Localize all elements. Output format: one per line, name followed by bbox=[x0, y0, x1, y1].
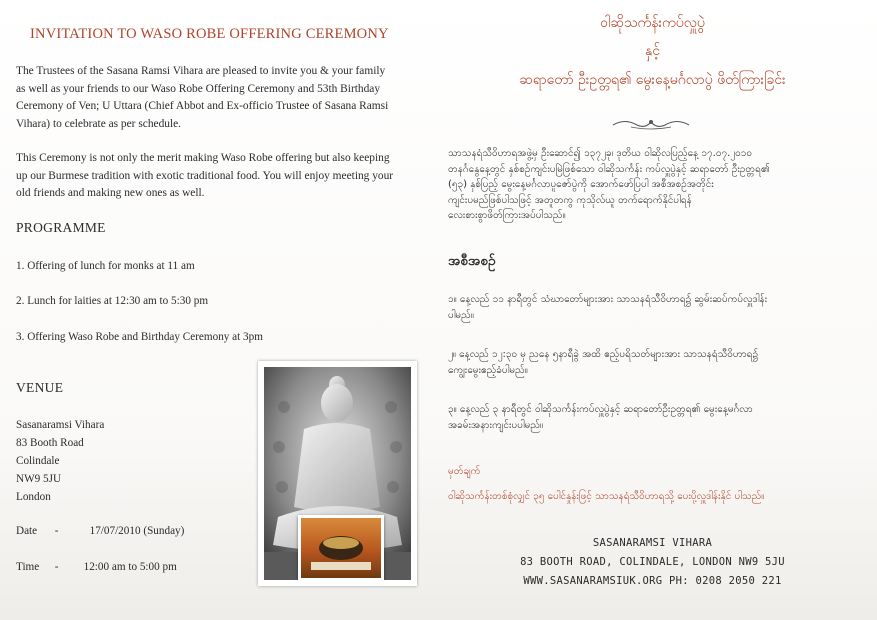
buddha-photo-frame bbox=[258, 361, 417, 586]
mm-intro-line: ကျင်းပမည်ဖြစ်ပါသဖြင့် အတူတကွ ကုသိုလ်ယူ တက်ရောက်နိုင်ပါရန် bbox=[448, 194, 692, 206]
mm-note-heading: မှတ်ချက် bbox=[448, 466, 481, 477]
mm-schedule-line: ၂။ နေ့လည် ၁၂:၃၀ မှ ညနေ ၅နာရီခွဲ အထိ ဧည့်ပရိသတ်များအား သာသနရံသီဝိဟာရ၌ bbox=[448, 349, 759, 360]
mm-note-text: ဝါဆိုသင်္ကန်းတစ်စုံလျှင် ၃၅ ပေါင်နှုန်းဖြင့် သာသနရံသီဝိဟာရသို့ ပေးပို့လှူဒါန်းနိုင် ပါသည်။ bbox=[448, 491, 765, 502]
programme-item: 1. Offering of lunch for monks at 11 am bbox=[16, 260, 195, 272]
programme-heading: PROGRAMME bbox=[16, 220, 106, 235]
date-dash: - bbox=[54, 525, 59, 537]
mm-intro-paragraph bbox=[448, 146, 863, 224]
mm-title-line-2: နှင့် bbox=[645, 43, 660, 59]
mm-schedule-line: ၁။ နေ့လည် ၁၁ နာရီတွင် သံဃာတော်များအား သာသနရံသီဝိဟာရ၌ ဆွမ်းဆပ်ကပ်လှူဒါန်း bbox=[448, 294, 768, 305]
tradition-line: This Ceremony is not only the merit making Waso Robe offering but also keeping bbox=[16, 152, 390, 164]
mm-schedule-item bbox=[448, 402, 863, 433]
intro-line: Vihara) to celebrate as per schedule. bbox=[16, 117, 182, 130]
footer-org-name: SASANARAMSI VIHARA bbox=[592, 537, 713, 549]
intro-line: Ceremony of Ven; U Uttara (Chief Abbot and Ex-officio Trustee of Sasana Ramsi bbox=[16, 100, 389, 112]
venue-heading: VENUE bbox=[16, 380, 64, 395]
footer-address: 83 BOOTH ROAD, COLINDALE, LONDON NW9 5JU bbox=[520, 556, 785, 568]
invitation-title: INVITATION TO WASO ROBE OFFERING CEREMONY bbox=[30, 26, 389, 42]
mm-intro-line: သာသနရံသီဝိဟာရအဖွဲ့မှ ဦးဆောင်၍ ၁၃၇၂ခု၊ ဒုတိယ ဝါဆိုလပြည့်နေ့ ၁၇.၀၇.၂၀၁၀ bbox=[448, 148, 753, 159]
tradition-line: old friends and making new ones as well. bbox=[16, 187, 205, 199]
intro-line: The Trustees of the Sasana Ramsi Vihara are pleased to invite you & your family bbox=[16, 65, 386, 77]
footer-website-phone: WWW.SASANARAMSIUK.ORG PH: 0208 2050 221 bbox=[523, 575, 782, 587]
mm-schedule-item bbox=[448, 347, 863, 378]
date-label: Date bbox=[16, 525, 38, 537]
intro-paragraph bbox=[16, 63, 431, 133]
time-label: Time bbox=[16, 561, 40, 573]
offering-bowl-icon bbox=[301, 518, 381, 578]
venue-line: London bbox=[16, 491, 51, 503]
venue-line: 83 Booth Road bbox=[16, 437, 84, 449]
tradition-line: up our Burmese tradition with exotic traditional food. You will enjoy meeting your bbox=[16, 169, 394, 182]
intro-line: as well as your friends to our Waso Robe Offering Ceremony and 53th Birthday bbox=[16, 82, 381, 95]
venue-line: NW9 5JU bbox=[16, 473, 62, 485]
mm-schedule-line: ကျွေးမွေးဧည့်ခံပါမည်။ bbox=[448, 364, 528, 376]
mm-schedule-line: ပါမည်။ bbox=[448, 309, 474, 321]
offering-bowl-inset bbox=[298, 515, 384, 580]
venue-line: Colindale bbox=[16, 455, 60, 467]
ornament-divider-icon bbox=[611, 117, 691, 131]
programme-item: 3. Offering Waso Robe and Birthday Ceremony at 3pm bbox=[16, 331, 263, 343]
tradition-paragraph bbox=[16, 150, 431, 203]
time-dash: - bbox=[54, 561, 59, 573]
mm-schedule-heading: အစီအစဉ် bbox=[448, 253, 496, 269]
mm-intro-line: လေးစားစွာဖိတ်ကြားအပ်ပါသည်။ bbox=[448, 210, 566, 221]
programme-item: 2. Lunch for laities at 12:30 am to 5:30 pm bbox=[16, 295, 209, 307]
time-value: 12:00 am to 5:00 pm bbox=[83, 561, 177, 573]
date-value: 17/07/2010 (Sunday) bbox=[89, 525, 185, 537]
date-row bbox=[16, 525, 184, 537]
mm-intro-line: (၅၃) နှစ်ပြည့် မွေးနေ့မင်္ဂလာပူဇော်ပွဲကို အောက်ဖော်ပြပါ အစီအစဉ်အတိုင်း bbox=[448, 179, 714, 190]
mm-intro-line: တနင်္ဂနွေနေ့တွင် နှစ်စဉ်ကျင်းပမြဲဖြစ်သော ဝါဆိုသင်္ကန်း ကပ်လှူပွဲနှင့် ဆရာတော် ဦးဥတ္တရ၏ bbox=[448, 163, 770, 175]
venue-line: Sasanaramsi Vihara bbox=[16, 419, 105, 431]
time-row bbox=[16, 561, 177, 573]
mm-title-line-1: ဝါဆိုသင်္ကန်းကပ်လှူပွဲ bbox=[600, 15, 705, 31]
mm-title-line-3: ဆရာတော် ဦးဥတ္တရ၏ မွေးနေ့မင်္ဂလာပွဲ ဖိတ်ကြားခြင်း bbox=[519, 72, 786, 88]
mm-schedule-line: အခမ်းအနားကျင်းပပါမည်။ bbox=[448, 419, 544, 431]
mm-schedule-item bbox=[448, 292, 863, 323]
buddha-photo bbox=[264, 367, 411, 580]
mm-schedule-line: ၃။ နေ့လည် ၃ နာရီတွင် ဝါဆိုသင်္ကန်းကပ်လှူပွဲနှင့် ဆရာတော်ဦးဥတ္တရ၏ မွေးနေ့မင်္ဂလာ bbox=[448, 404, 753, 415]
